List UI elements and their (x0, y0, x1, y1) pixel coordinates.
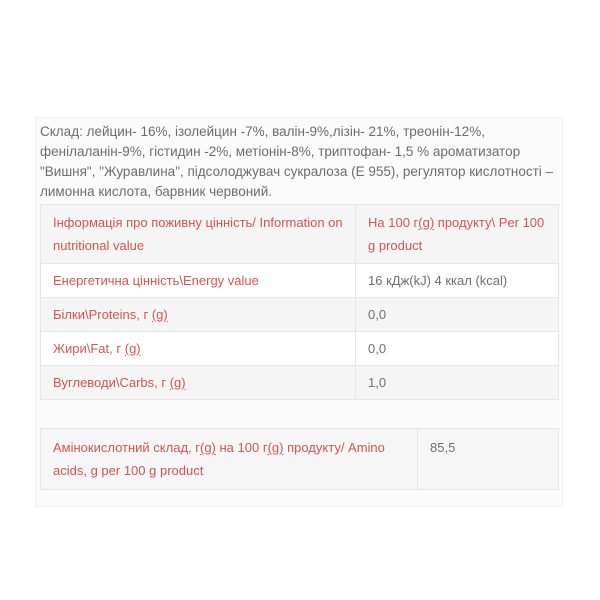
amino-acids-table (40, 428, 559, 490)
table-row-amino-acids (41, 429, 559, 490)
table-row-carbs (41, 366, 559, 400)
fat-value: 0,0 (356, 332, 559, 366)
proteins-value: 0,0 (356, 298, 559, 332)
product-info-panel (35, 117, 563, 507)
table-row-proteins (41, 298, 559, 332)
nutrition-header-row (41, 205, 559, 264)
amino-acids-label: Амінокислотний склад, г(g) на 100 г(g) продукту/ Amino acids, g per 100 g product (41, 429, 418, 490)
amino-acids-value: 85,5 (418, 429, 559, 490)
proteins-label: Білки\Proteins, г (g) (41, 298, 356, 332)
nutrition-table (40, 204, 559, 400)
energy-label: Енергетична цінність\Energy value (41, 264, 356, 298)
nutrition-header-label: Інформація про поживну цінність/ Information on nutritional value (41, 205, 356, 264)
table-row-fat (41, 332, 559, 366)
table-row-energy (41, 264, 559, 298)
composition-text: Склад: лейцин- 16%, ізолейцин -7%, валін-9%,лізін- 21%, треонін-12%, фенілаланін-9%, гістидин -2%, метіонін-8%, триптофан- 1,5 % ароматизатор "Вишня", "Журавлина", підсолоджувач сукралоза (Е 955), регулятор кислотності –лимонна кислота, барвник червоний. (40, 124, 554, 199)
carbs-label: Вуглеводи\Carbs, г (g) (41, 366, 356, 400)
nutrition-header-per100g: На 100 г(g) продукту\ Per 100 g product (356, 205, 559, 264)
fat-label: Жири\Fat, г (g) (41, 332, 356, 366)
energy-value: 16 кДж(kJ) 4 ккал (kcal) (356, 264, 559, 298)
carbs-value: 1,0 (356, 366, 559, 400)
